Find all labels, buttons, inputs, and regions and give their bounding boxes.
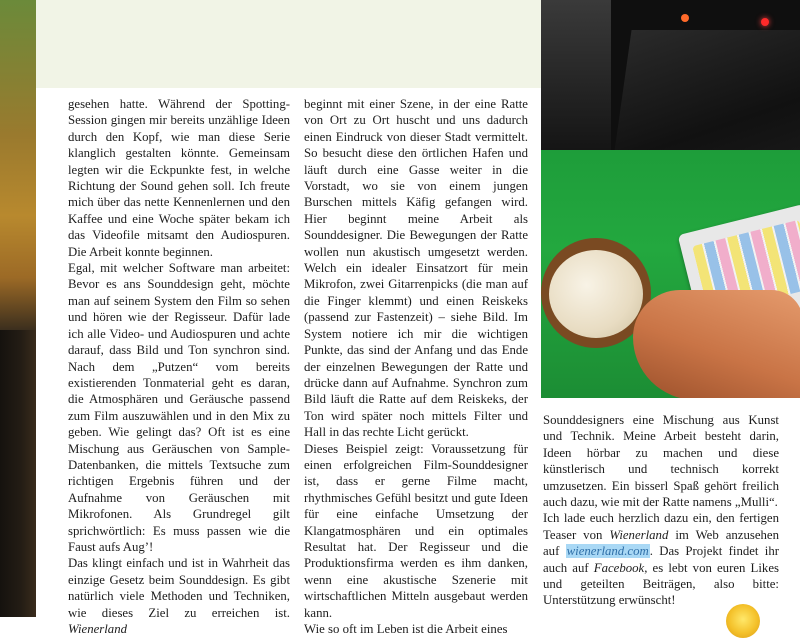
left-photo-strip xyxy=(0,0,36,617)
monitor xyxy=(541,0,611,150)
text-column-3 xyxy=(543,412,779,609)
paragraph: Egal, mit welcher Software man arbeitet: Bevor es ans Sounddesign geht, möchte man auf seinem System den Film so sehen und hören wie der Regisseur. Dafür lade ich alle Video- und Audiospuren und achte darauf, dass Bild und Ton synchron sind. Nach dem „Putzen“ vom bereits existierenden Tonmaterial geht es daran, die Atmosphären und Geräusche passend zum Film auszuwählen und in den Mix zu geben. Wie gelingt das? Oft ist es eine Mischung aus Geräuschen von Sample-Datenbanken, die mittels Textsuche zum richtigen Ergebnis führen und der Aufnahme von Geräuschen mit Mikrofonen. Als Grundregel gilt sprichwörtlich: Es muss passen wie die Faust aufs Aug’! xyxy=(68,261,290,554)
rice-cracker xyxy=(549,250,643,338)
sun-icon xyxy=(726,604,760,638)
paragraph: Ich lade euch herzlich dazu ein, den fertigen Teaser von Wienerland im Web anzusehen auf wienerland.com. Das Projekt findet ihr auch auf Facebook, es lebt von euren Likes und geteilten Beiträgen, also bitte: Unterstützung erwünscht! xyxy=(543,511,779,608)
hand xyxy=(633,290,800,398)
paragraph: Das klingt einfach und ist in Wahrheit das einzige Gesetz beim Sounddesign. Es gibt natürlich viele Methoden und Techniken, wie dieses Ziel zu erreichen ist. Wienerland xyxy=(68,556,290,636)
title-italic: Wienerland xyxy=(68,622,127,636)
paragraph: beginnt mit einer Szene, in der eine Ratte von Ort zu Ort huscht und uns dadurch einen Eindruck von dieser Stadt vermittelt. So besucht diese den örtlichen Hafen und läuft durch eine Gasse weiter in die Vorstadt, wo sie von einem jungen Burschen mittels Käfig gefangen wird. Hier beginnt meine Arbeit als Sounddesigner. Die Bewegungen der Ratte wollen nun akustisch umgesetzt werden. Welch ein idealer Einsatzort für mein Mikrofon, zwei Gitarrenpicks (die man auf die Finger klemmt) und einen Reiskeks (passend zur Fastenzeit) – siehe Bild. Im System notiere ich mir die wichtigen Punkte, das sind der Anfang und das Ende der einzelnen Bewegungen der Ratte und drücke dann auf Aufnahme. Synchron zum Bild läuft die Ratte auf dem Reiskeks, der Ton wird später noch mittels Filter und Hall in das rechte Licht gerückt. xyxy=(304,97,528,440)
facebook-italic: Facebook xyxy=(593,560,645,575)
text-column-2 xyxy=(304,96,528,637)
website-link[interactable]: wienerland.com xyxy=(566,544,649,559)
title-italic: Wienerland xyxy=(609,527,669,542)
paragraph: Dieses Beispiel zeigt: Voraussetzung für einen erfolgreichen Film-Sounddesigner ist, dass er gerne Filme macht, rhythmisches Gefühl besitzt und gute Ideen für eine einfache Umsetzung der Klangatmosphären und ein optimales Resultat hat. Der Regisseur und die Produktionsfirma werden es ihm danken, wenn eine akustische Szenerie mit wirtschaftlichen Mitteln ausgebaut werden kann. xyxy=(304,441,528,620)
orange-led xyxy=(681,14,689,22)
studio-photo xyxy=(541,0,800,398)
paragraph: Sounddesigners eine Mischung aus Kunst und Technik. Meine Arbeit besteht darin, Ideen hörbar zu machen und diese künstlerisch und technisch korrekt umzusetzen. Ein bisserl Spaß gehört freilich auch dazu, wie mit der Ratte namens „Mulli“. xyxy=(543,413,779,510)
text-column-1 xyxy=(68,96,290,637)
paragraph: gesehen hatte. Während der Spotting-Session gingen mir bereits unzählige Ideen durch den Kopf, wie man diese Serie klanglich gestalten könnte. Gemeinsam legten wir die Eckpunkte fest, in welche Richtung der Sound gehen soll. Ich freute mich über das nette Kennenlernen und den Kaffee und eine Woche später bekam ich das Videofile mitsamt den Audiospuren. Die Arbeit konnte beginnen. xyxy=(68,97,290,259)
paragraph: Wie so oft im Leben ist die Arbeit eines xyxy=(304,622,508,636)
red-led xyxy=(761,18,769,26)
header-panel xyxy=(36,0,541,88)
